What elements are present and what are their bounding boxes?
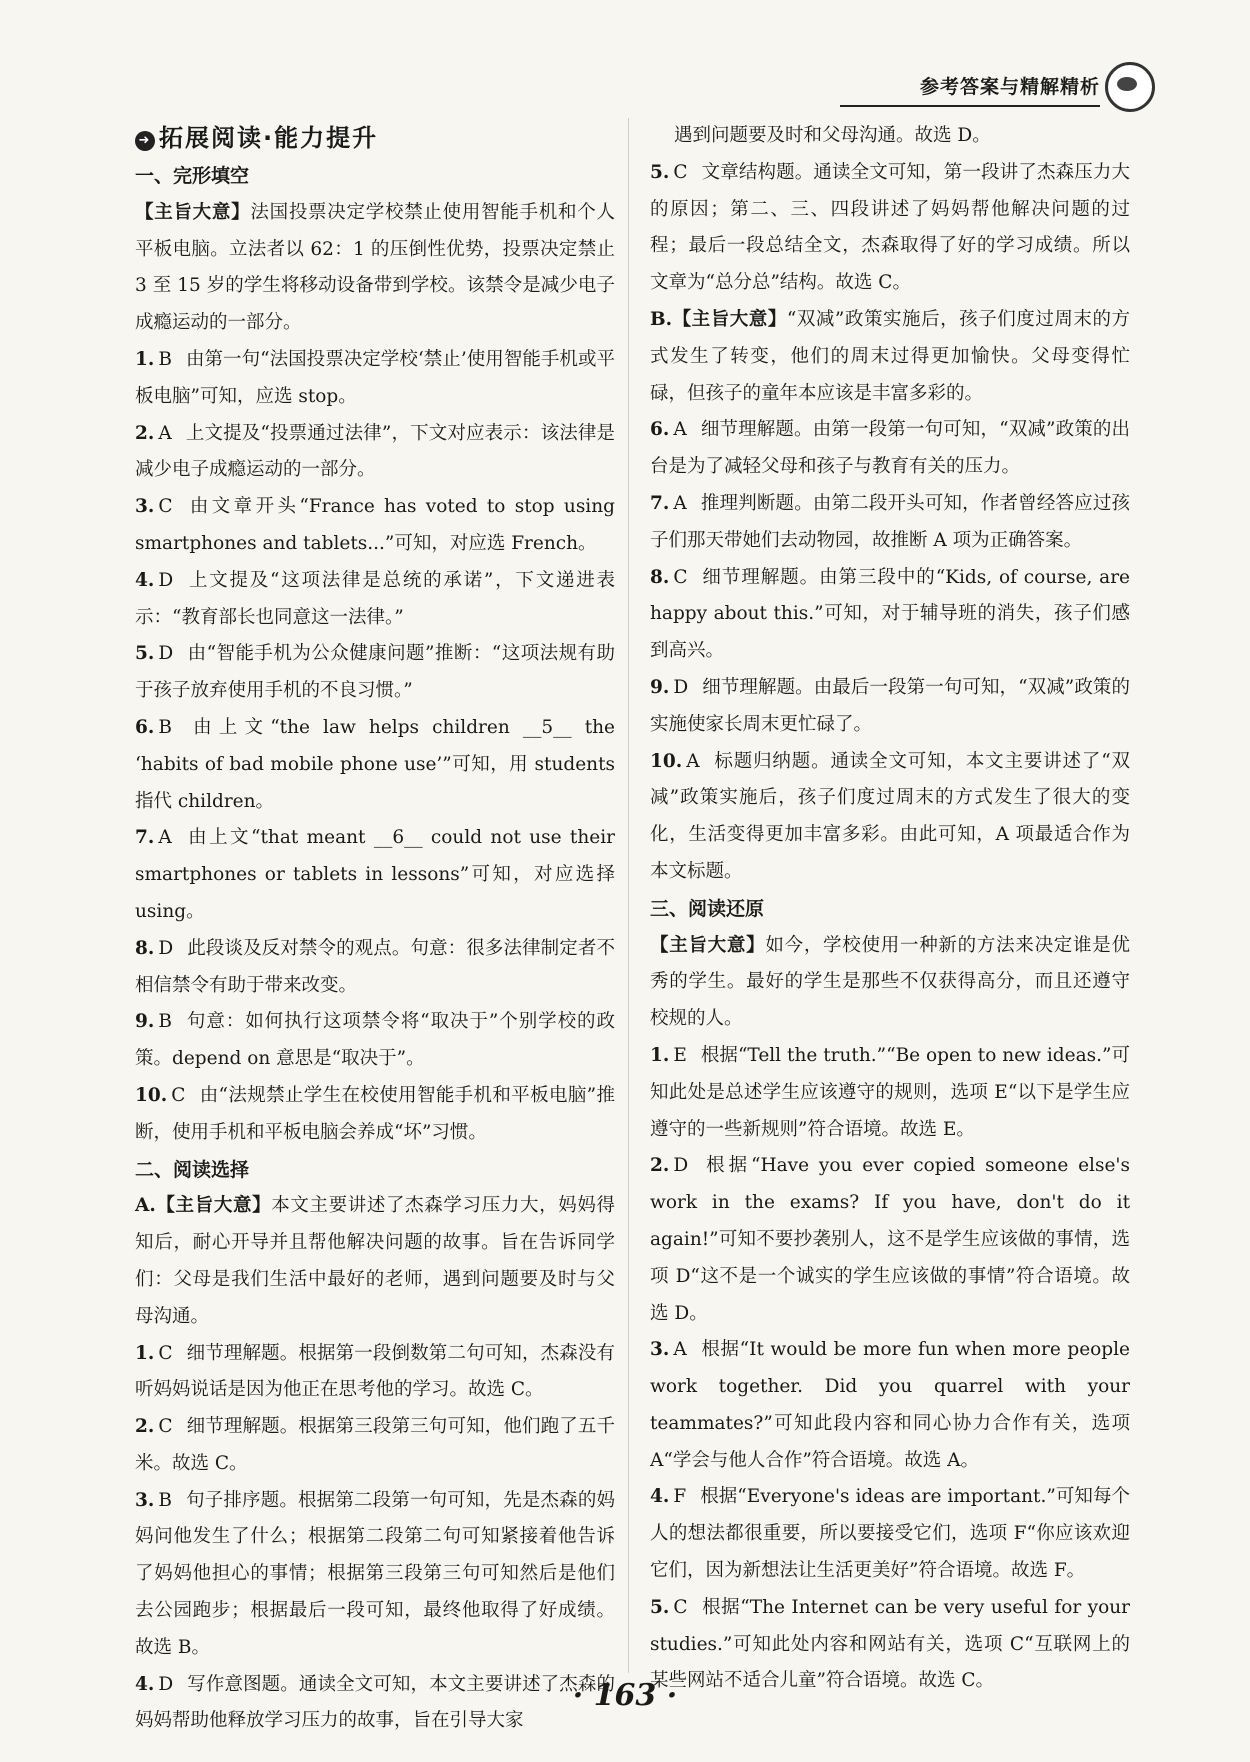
part1-answer-list: [135, 342, 615, 1152]
answer-item: [135, 342, 615, 416]
answer-item: [135, 416, 615, 490]
answer-item: [135, 710, 615, 820]
answer-key: D: [158, 1673, 174, 1695]
answer-key: D: [158, 643, 174, 665]
answer-explanation: 由“智能手机为公众健康问题”推断：“这项法规有助于孩子放弃使用手机的不良习惯。”: [135, 643, 615, 702]
answer-key: D: [673, 676, 689, 698]
part1-title: 一、完形填空: [135, 165, 250, 187]
page-header-title: 参考答案与精解精析: [840, 72, 1100, 107]
answer-item: [135, 563, 615, 637]
answer-explanation: 文章结构题。通读全文可知，第一段讲了杰森压力大的原因；第二、三、四段讲述了妈妈帮他解决问题的过程；最后一段总结全文，杰森取得了好的学习成绩。所以文章为“总分总”结构。故选 C。: [650, 161, 1130, 294]
part2b-summary: B.【主旨大意】“双减”政策实施后，孩子们度过周末的方式发生了转变，他们的周末过得更加愉快。父母变得忙碌，但孩子的童年本应该是丰富多彩的。: [650, 308, 1130, 404]
answer-explanation: 写作意图题。通读全文可知，本文主要讲述了杰森的妈妈帮助他释放学习压力的故事，旨在引导大家: [135, 1673, 615, 1732]
answer-explanation: 标题归纳题。通读全文可知，本文主要讲述了“双减”政策实施后，孩子们度过周末的方式发生了很大的变化，生活变得更加丰富多彩。由此可知，A 项最适合作为本文标题。: [650, 750, 1130, 882]
answer-number: 5.: [135, 643, 155, 665]
answer-item: [650, 744, 1130, 891]
left-column: [135, 118, 615, 1740]
answer-number: 7.: [650, 492, 670, 514]
answer-explanation: 由“法规禁止学生在校使用智能手机和平板电脑”推断，使用手机和平板电脑会养成“坏”习惯。: [135, 1084, 615, 1143]
answer-key: C: [158, 1416, 173, 1438]
answer-number: 1.: [135, 1342, 155, 1364]
answer-number: 3.: [135, 496, 155, 518]
answer-explanation: 根据“Tell the truth.”“Be open to new ideas.”可知此处是总述学生应该遵守的规则，选项 E“以下是学生应遵守的一些新规则”符合语境。故选 E。: [650, 1044, 1130, 1140]
answer-item: [135, 931, 615, 1005]
part1-summary: 【主旨大意】法国投票决定学校禁止使用智能手机和个人平板电脑。立法者以 62：1 的压倒性优势，投票决定禁止 3 至 15 岁的学生将移动设备带到学校。该禁令是减少电子成瘾运动的一部分。: [135, 201, 615, 334]
answer-key: C: [158, 1342, 173, 1364]
answer-explanation: 细节理解题。由第一段第一句可知，“双减”政策的出台是为了减轻父母和孩子与教育有关的压力。: [650, 419, 1130, 478]
answer-number: 6.: [135, 716, 155, 738]
answer-item: [135, 1336, 615, 1410]
answer-key: B: [158, 716, 172, 738]
answer-item: [650, 1479, 1130, 1589]
answer-key: F: [673, 1486, 687, 1508]
answer-key: A: [158, 422, 172, 444]
answer-number: 4.: [135, 569, 155, 591]
answer-number: 2.: [650, 1155, 670, 1177]
answer-key: C: [673, 1596, 688, 1618]
answer-number: 2.: [135, 422, 155, 444]
answer-explanation: 由文章开头“France has voted to stop using smartphones and tablets...”可知，对应选 French。: [135, 496, 615, 554]
answer-item: [650, 560, 1130, 670]
answer-key: C: [673, 566, 688, 588]
answer-key: E: [673, 1044, 687, 1066]
answer-explanation: 根据“Everyone's ideas are important.”可知每个人的想法都很重要，所以要接受它们，选项 F“你应该欢迎它们，因为新想法让生活更美好”符合语境。故选 F。: [650, 1486, 1130, 1582]
answer-explanation: 由上文“that meant __6__ could not use their smartphones or tablets in lessons”可知，对应选择 using。: [135, 827, 615, 922]
answer-number: 3.: [650, 1339, 670, 1361]
header-logo-icon: [1105, 62, 1155, 112]
answer-number: 10.: [135, 1084, 168, 1106]
answer-item: [135, 1483, 615, 1667]
answer-item: [650, 1148, 1130, 1332]
answer-key: A: [158, 827, 172, 849]
answer-explanation: 由第一句“法国投票决定学校‘禁止’使用智能手机或平板电脑”可知，应选 stop。: [135, 348, 615, 407]
answer-explanation: 由上文“the law helps children __5__ the ‘habits of bad mobile phone use’”可知，用 students 指代 children。: [135, 716, 615, 812]
answer-number: 7.: [135, 827, 155, 849]
continued-text: 遇到问题要及时和父母沟通。故选 D。: [674, 125, 991, 146]
answer-key: A: [686, 750, 700, 772]
answer-key: C: [171, 1084, 186, 1106]
answer-key: C: [673, 161, 688, 183]
part2a-tail-list: [650, 155, 1130, 302]
answer-number: 2.: [135, 1416, 155, 1438]
answer-key: A: [673, 492, 687, 514]
answer-explanation: 此段谈及反对禁令的观点。句意：很多法律制定者不相信禁令有助于带来改变。: [135, 937, 615, 996]
answer-explanation: 细节理解题。由最后一段第一句可知，“双减”政策的实施使家长周末更忙碌了。: [650, 676, 1130, 735]
answer-key: C: [158, 496, 173, 518]
part2-title: 二、阅读选择: [135, 1158, 250, 1181]
answer-item: [135, 489, 615, 563]
answer-key: D: [673, 1155, 689, 1177]
answer-number: 5.: [650, 1596, 670, 1618]
answer-number: 3.: [135, 1489, 155, 1511]
answer-item: [650, 670, 1130, 744]
part3-summary: 【主旨大意】如今，学校使用一种新的方法来决定谁是优秀的学生。最好的学生是那些不仅获得高分，而且还遵守校规的人。: [650, 934, 1130, 1030]
answer-number: 4.: [650, 1486, 670, 1508]
answer-number: 5.: [650, 161, 670, 183]
answer-number: 6.: [650, 419, 670, 441]
part3-answer-list: [650, 1038, 1130, 1700]
answer-explanation: 句意：如何执行这项禁令将“取决于”个别学校的政策。depend on 意思是“取决于”。: [135, 1011, 615, 1070]
answer-number: 9.: [135, 1011, 155, 1033]
answer-explanation: 根据“The Internet can be very useful for your studies.”可知此处内容和网站有关，选项 C“互联网上的某些网站不适合儿童”符合语境。故选 C。: [650, 1596, 1130, 1692]
answer-key: B: [158, 1011, 172, 1033]
answer-explanation: 上文提及“投票通过法律”，下文对应表示：该法律是减少电子成瘾运动的一部分。: [135, 422, 615, 481]
answer-key: A: [673, 1339, 687, 1361]
arrow-circle-icon: ➜: [135, 131, 155, 151]
answer-item: [135, 636, 615, 710]
answer-item: [135, 1004, 615, 1078]
answer-explanation: 根据“It would be more fun when more people work together. Did you quarrel with your teammates?”可知此段内容和同心协力合作有关，选项 A“学会与他人合作”符合语境。故选 A。: [650, 1339, 1130, 1471]
answer-key: B: [158, 1489, 172, 1511]
answer-item: [650, 412, 1130, 486]
section-title: ➜ 拓展阅读·能力提升: [135, 118, 615, 158]
answer-item: [135, 1409, 615, 1483]
answer-key: D: [158, 569, 174, 591]
answer-explanation: 上文提及“这项法律是总统的承诺”，下文递进表示：“教育部长也同意这一法律。”: [135, 569, 615, 628]
answer-explanation: 句子排序题。根据第二段第一句可知，先是杰森的妈妈问他发生了什么；根据第二段第二句可知紧接着他告诉了妈妈他担心的事情；根据第三段第三句可知然后是他们去公园跑步；根据最后一段可知，最终他取得了好成绩。故选 B。: [135, 1489, 615, 1658]
answer-explanation: 细节理解题。由第三段中的“Kids, of course, are happy about this.”可知，对于辅导班的消失，孩子们感到高兴。: [650, 566, 1130, 662]
answer-explanation: 细节理解题。根据第一段倒数第二句可知，杰森没有听妈妈说话是因为他正在思考他的学习。故选 C。: [135, 1342, 615, 1401]
answer-item: [135, 1078, 615, 1152]
part2b-answer-list: [650, 412, 1130, 890]
answer-number: 4.: [135, 1673, 155, 1695]
answer-item: [650, 155, 1130, 302]
answer-item: [650, 1332, 1130, 1479]
answer-key: D: [158, 937, 174, 959]
part3-title: 三、阅读还原: [650, 897, 765, 920]
answer-key: A: [673, 419, 687, 441]
part2a-summary: A.【主旨大意】本文主要讲述了杰森学习压力大，妈妈得知后，耐心开导并且帮他解决问题的故事。旨在告诉同学们：父母是我们生活中最好的老师，遇到问题要及时与父母沟通。: [135, 1195, 615, 1327]
answer-number: 1.: [135, 348, 155, 370]
answer-number: 8.: [135, 937, 155, 959]
answer-explanation: 细节理解题。根据第三段第三句可知，他们跑了五千米。故选 C。: [135, 1416, 615, 1474]
column-divider: [628, 118, 629, 1673]
answer-number: 10.: [650, 750, 683, 772]
answer-number: 1.: [650, 1044, 670, 1066]
right-column: [650, 118, 1130, 1700]
answer-key: B: [158, 348, 172, 370]
page-number: · 163 ·: [572, 1678, 678, 1713]
answer-number: 9.: [650, 676, 670, 698]
answer-explanation: 根据“Have you ever copied someone else's work in the exams? If you have, don't do it again!”可知不要抄袭别人，这不是学生应该做的事情，选项 D“这不是一个诚实的学生应该做的事情”符合语境。故选 D。: [650, 1155, 1130, 1324]
answer-item: [135, 820, 615, 930]
answer-number: 8.: [650, 566, 670, 588]
answer-explanation: 推理判断题。由第二段开头可知，作者曾经答应过孩子们那天带她们去动物园，故推断 A 项为正确答案。: [650, 492, 1130, 551]
answer-item: [650, 1038, 1130, 1148]
answer-item: [650, 486, 1130, 560]
